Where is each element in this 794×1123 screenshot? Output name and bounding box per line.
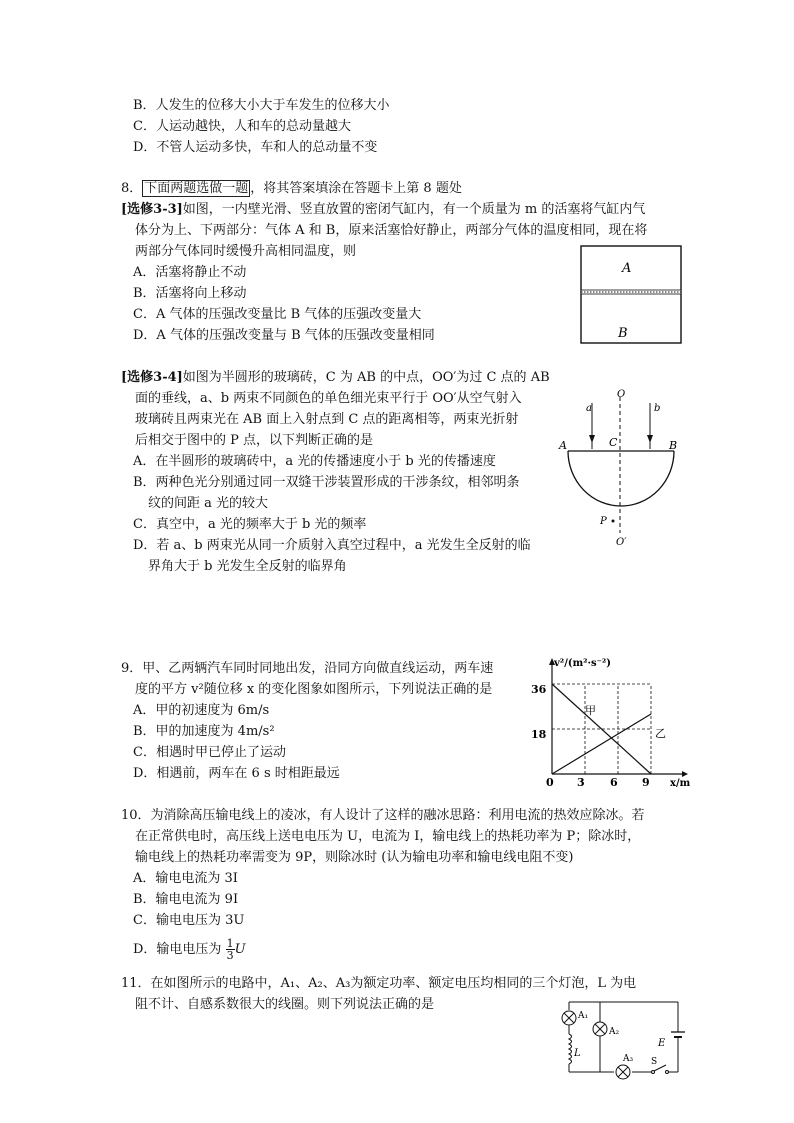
q8a-option-b: B．活塞将向上移动 — [133, 286, 247, 301]
point-p — [612, 520, 615, 523]
q10-option-d — [133, 938, 246, 962]
q10-option-d-var: U — [234, 942, 246, 957]
y-tick-36: 36 — [531, 683, 547, 696]
label-a3: A₃ — [623, 1054, 634, 1064]
inductor-coil — [569, 1034, 572, 1064]
q8a-line-2: 体分为上、下两部分：气体 A 和 B，原来活塞恰好静止，两部分气体的温度相同，现在将 — [135, 223, 648, 238]
q8a-line-3: 两部分气体同时缓慢升高相同温度，则 — [135, 244, 357, 259]
q8b-line-4: 后相交于图中的 P 点，以下判断正确的是 — [135, 433, 374, 448]
q10-fraction — [226, 938, 235, 961]
q10-line-1: 10．为消除高压输电线上的凌冰，有人设计了这样的融冰思路：利用电流的热效应除冰。若 — [121, 808, 645, 823]
q9-option-a: A．甲的初速度为 6m/s — [133, 703, 270, 718]
q8-number: 8． — [121, 181, 143, 196]
q10-option-c: C．输电电压为 3U — [133, 913, 245, 928]
x-tick-3: 3 — [577, 776, 585, 789]
gas-a-label: A — [622, 261, 632, 276]
cylinder-figure — [578, 244, 684, 346]
label-a2: A₂ — [609, 1027, 620, 1037]
q8-header — [121, 180, 462, 198]
ray-b-arrow — [647, 435, 653, 443]
y-tick-18: 18 — [531, 728, 547, 741]
q10-line-2: 在正常供电时，高压线上送电电压为 U，电流为 I，输电线上的热耗功率为 P；除冰时， — [135, 829, 641, 844]
circuit-figure — [554, 996, 688, 1084]
q7-option-b: B．人发生的位移大小大于车发生的位移大小 — [133, 98, 390, 113]
q10-option-d-text: D．输电电压为 — [133, 942, 222, 957]
x-tick-0: 0 — [546, 776, 554, 789]
x-tick-6: 6 — [610, 776, 618, 789]
series-yi-label: 乙 — [655, 727, 666, 740]
label-l: L — [574, 1048, 581, 1059]
y-axis-label: v²/(m²·s⁻²) — [554, 658, 612, 669]
label-p: P — [600, 516, 607, 527]
q8b-line-2: 面的垂线，a、b 两束不同颜色的单色细光束平行于 OO′从空气射入 — [135, 391, 522, 406]
label-s: S — [651, 1057, 658, 1067]
fraction-denominator: 3 — [226, 949, 234, 962]
q8a-text-1: 如图，一内壁光滑、竖直放置的密闭气缸内，有一个质量为 m 的活塞将气缸内气 — [182, 202, 646, 217]
q10-option-b: B．输电电流为 9I — [133, 892, 239, 907]
q8b-tag: [选修3-4] — [121, 370, 183, 385]
q8b-option-a: A．在半圆形的玻璃砖中，a 光的传播速度小于 b 光的传播速度 — [133, 454, 496, 469]
q9-option-c: C．相遇时甲已停止了运动 — [133, 745, 286, 760]
q11-line-1: 11．在如图所示的电路中，A₁、A₂、A₃为额定功率、额定电压均相同的三个灯泡，L 为电 — [121, 976, 637, 991]
x-axis-arrow — [682, 771, 688, 777]
semicircle-glass-figure — [556, 385, 686, 550]
q8b-option-b-1: B．两种色光分别通过同一双缝干涉装置形成的干涉条纹，相邻明条 — [133, 475, 520, 490]
series-line-jia — [552, 684, 651, 774]
q8b-option-b-2: 纹的间距 a 光的较大 — [148, 496, 269, 511]
label-e: E — [658, 1038, 666, 1049]
label-point-a: A — [559, 439, 567, 452]
q8b-line-3: 玻璃砖且两束光在 AB 面上入射点到 C 点的距离相等，两束光折射 — [135, 412, 519, 427]
q9-line-1: 9．甲、乙两辆汽车同时同地出发，沿同方向做直线运动，两车速 — [121, 661, 494, 676]
q8a-option-c: C．A 气体的压强改变量比 B 气体的压强改变量大 — [133, 307, 422, 322]
gas-b-label: B — [618, 326, 628, 341]
label-a-ray: a — [586, 403, 592, 414]
q7-option-d: D．不管人运动多快，车和人的总动量不变 — [133, 140, 378, 155]
fraction-numerator: 1 — [226, 937, 234, 950]
q8-instruction-rest: ，将其答案填涂在答题卡上第 8 题处 — [250, 181, 462, 196]
semicircle-arc — [568, 451, 674, 506]
q8b-option-d-2: 界角大于 b 光发生全反射的临界角 — [148, 559, 347, 574]
q10-option-a: A．输电电流为 3I — [133, 871, 238, 886]
x-axis-label: x/m — [670, 778, 691, 789]
label-a1: A₁ — [578, 1011, 589, 1021]
q9-line-2: 度的平方 v²随位移 x 的变化图象如图所示，下列说法正确的是 — [135, 682, 493, 697]
q8a-option-a: A．活塞将静止不动 — [133, 265, 247, 280]
q9-option-b: B．甲的加速度为 4m/s² — [133, 724, 275, 739]
v2-x-graph — [528, 652, 693, 792]
switch-contact-2 — [666, 1071, 669, 1074]
x-tick-9: 9 — [642, 776, 650, 789]
q8b-option-c: C．真空中，a 光的频率大于 b 光的频率 — [133, 517, 367, 532]
ray-a-arrow — [589, 435, 595, 443]
label-o: O — [617, 389, 626, 400]
q9-option-d: D．相遇前，两车在 6 s 时相距最远 — [133, 766, 340, 781]
q7-option-c: C．人运动越快，人和车的总动量越大 — [133, 119, 351, 134]
q10-line-3: 输电线上的热耗功率需变为 9P，则除冰时 (认为输电功率和输电线电阻不变) — [135, 850, 574, 865]
q8a-line-1 — [121, 201, 645, 219]
q8b-line-1 — [121, 369, 550, 387]
label-point-b: B — [669, 439, 678, 452]
label-o-prime: O′ — [616, 537, 627, 548]
label-b-ray: b — [654, 403, 661, 414]
q8b-text-1: 如图为半圆形的玻璃砖，C 为 AB 的中点，OO′为过 C 点的 AB — [182, 370, 550, 385]
q8a-option-d: D．A 气体的压强改变量与 B 气体的压强改变量相同 — [133, 328, 435, 343]
series-jia-label: 甲 — [585, 704, 596, 717]
label-point-c: C — [609, 436, 618, 449]
q8b-option-d-1: D．若 a、b 两束光从同一介质射入真空过程中，a 光发生全反射的临 — [133, 538, 531, 553]
q8-boxed-instruction: 下面两题选做一题 — [144, 181, 249, 196]
graph-series — [552, 684, 651, 774]
q11-line-2: 阻不计、自感系数很大的线圈。则下列说法正确的是 — [135, 997, 435, 1012]
series-line-yi — [552, 714, 651, 774]
q8a-tag: [选修3-3] — [121, 202, 183, 217]
